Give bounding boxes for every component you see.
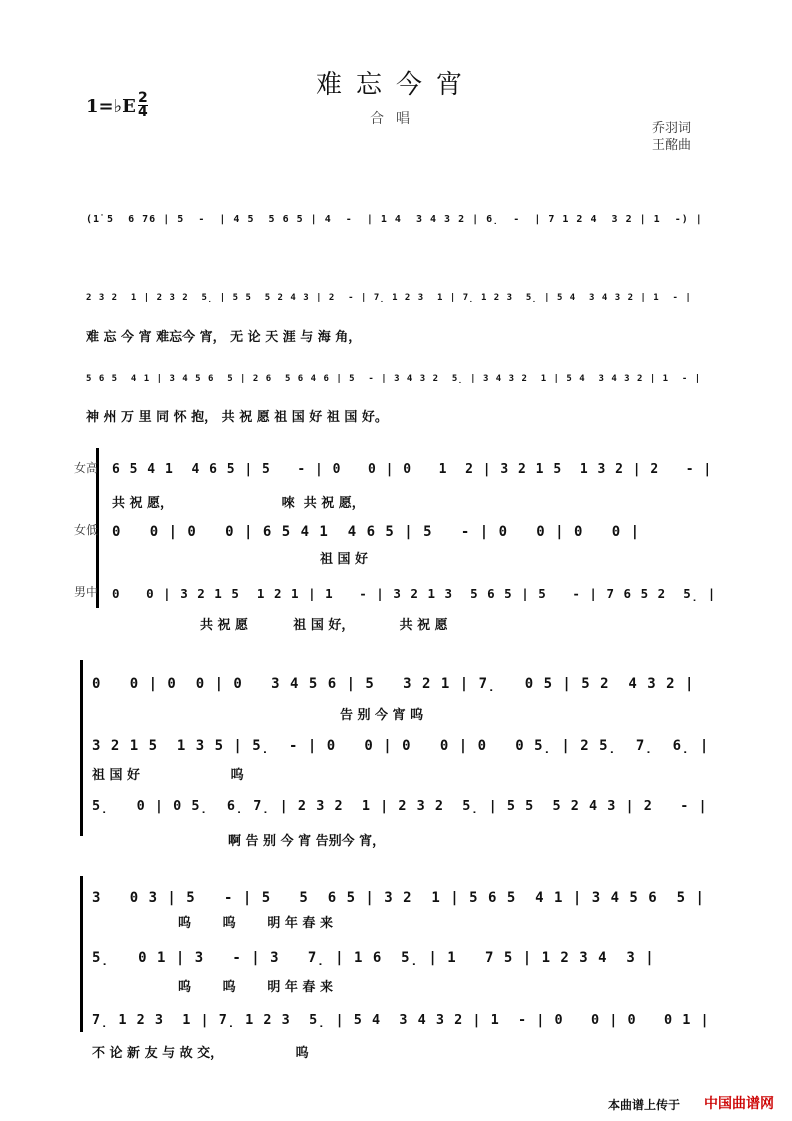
score-title: 难忘今宵 [315,70,476,100]
staff-notes: 3 0 3 | 5 - | 5 5 6 5 | 3 2 1 | 5 6 5 4 1 | 3 4 5 6 5 | [92,890,705,906]
lyric-line-system2-voice2: 祖 国 好 呜 [92,768,244,783]
composer: 王酩曲 [652,138,692,153]
lyric-line-system3-voice2: 呜 呜 明 年 春 来 [178,980,333,995]
staff-row-baritone [112,580,716,610]
time-signature [138,92,148,119]
staff-notes: 0 0 | 3 2 1 5 1 2 1 | 1 - | 3 2 1 3 5 6 5 | 5 - | 7 6 5 2 5̣ | [112,586,717,601]
system-brace [80,876,83,1032]
system-brace [80,660,83,836]
staff-row-system3-voice2 [92,944,716,974]
voice-label-soprano: 女高 [74,461,99,475]
staff-row-intro [86,208,716,238]
staff-row-system2-voice3 [92,792,716,822]
lyric-line-system3-voice3: 不 论 新 友 与 故 交， 呜 [92,1046,309,1061]
lyric-line-verse-1: 难 忘 今 宵 难忘今 宵， 无 论 天 涯 与 海 角， [86,330,362,345]
lyric-line-soprano: 共 祝 愿， 唻 共 祝 愿， [112,496,365,511]
site-logo[interactable] [704,1093,774,1113]
staff-notes: 5 6 5 4 1 | 3 4 5 6 5 | 2 6 5 6 4 6 | 5 - | 3 4 3 2 5̣ | 3 4 3 2 1 | 5 4 3 4 3 2 | 1 - | [86,374,702,384]
lyric-line-alto: 祖 国 好 [320,552,369,567]
staff-notes: 7̣ 1 2 3 1 | 7̣ 1 2 3 5̣ | 5 4 3 4 3 2 | 1 - | 0 0 | 0 0 1 | [92,1012,710,1028]
staff-notes: 5̣ 0 | 0 5̣ 6̣ 7̣ | 2 3 2 1 | 2 3 2 5̣ | 5 5 5 2 4 3 | 2 - | [92,798,708,814]
staff-row-verse-1 [86,287,716,317]
staff-notes: 6 5 4 1 4 6 5 | 5 - | 0 0 | 0 1 2 | 3 2 1 5 1 3 2 | 2 - | [112,462,713,477]
staff-notes: 0 0 | 0 0 | 6 5 4 1 4 6 5 | 5 - | 0 0 | 0 0 | [112,524,641,540]
lyric-line-system2-voice1: 告 别 今 宵 呜 [340,708,424,723]
lyric-line-system3-voice1: 呜 呜 明 年 春 来 [178,916,333,931]
footer-text: 本曲谱上传于 [607,1098,680,1112]
voice-label-alto: 女低 [74,523,99,537]
staff-row-system2-voice1 [92,670,716,700]
score-subtitle: 合唱 [370,111,422,127]
staff-row-system2-voice2 [92,732,716,762]
staff-notes: (1̇ 5 6 76 | 5 - | 4 5 5 6 5 | 4 - | 1 4 3 4 3 2 | 6̣ - | 7 1 2 4 3 2 | 1 -) | [86,214,703,225]
lyric-line-verse-2: 神 州 万 里 同 怀 抱， 共 祝 愿 祖 国 好 祖 国 好。 [86,410,388,425]
lyric-line-system2-voice3: 啊 告 别 今 宵 告别今 宵， [228,834,386,849]
staff-row-soprano [112,456,716,486]
key-signature: 1=♭E [86,96,136,117]
staff-row-system3-voice1 [92,884,716,914]
staff-notes: 0 0 | 0 0 | 0 3 4 5 6 | 5 3 2 1 | 7̣ 0 5 | 5 2 4 3 2 | [92,676,695,692]
staff-notes: 5̣ 0 1 | 3 - | 3 7̣ | 1 6 5̣ | 1 7 5 | 1 2 3 4 3 | [92,950,655,966]
staff-row-verse-2 [86,368,716,398]
staff-notes: 2 3 2 1 | 2 3 2 5̣ | 5 5 5 2 4 3 | 2 - | 7̣ 1 2 3 1 | 7̣ 1 2 3 5̣ | 5 4 3 4 3 2 | 1 - | [86,293,692,303]
meter-top: 2 [138,90,148,106]
lyricist: 乔羽词 [652,121,692,136]
lyric-line-baritone: 共 祝 愿 祖 国 好， 共 祝 愿 [200,618,448,633]
staff-notes: 3 2 1 5 1 3 5 | 5̣ - | 0 0 | 0 0 | 0 0 5̣ | 2 5̣ 7̣ 6̣ | [92,738,710,754]
meter-bottom: 4 [138,104,148,120]
voice-label-baritone: 男中 [74,585,99,599]
logo-text: 中国曲谱网 [704,1096,774,1112]
staff-row-alto [112,518,716,548]
credits [652,120,691,154]
staff-row-system3-voice3 [92,1006,716,1036]
